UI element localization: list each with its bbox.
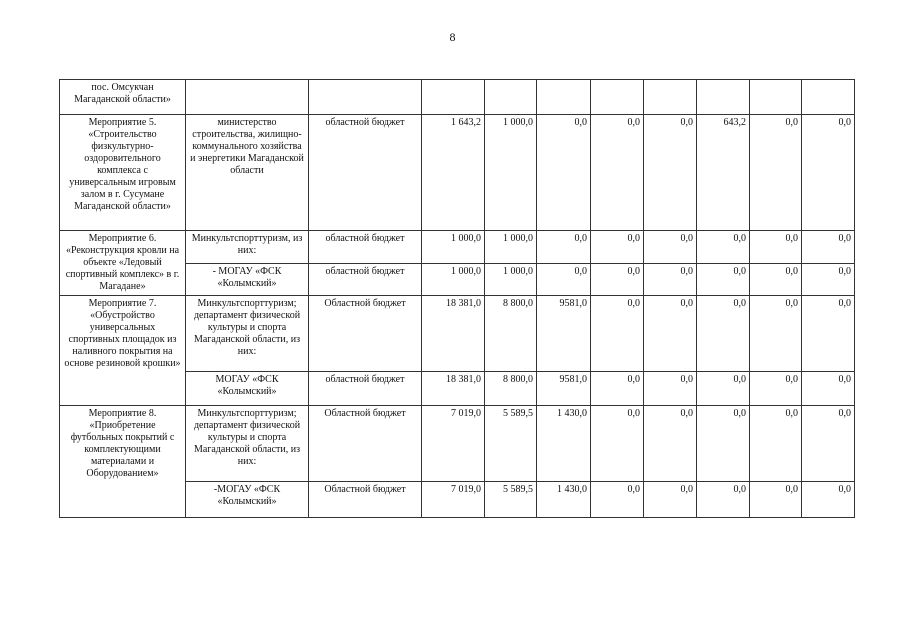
executor-cell: Минкультспорттуризм; департамент физической культуры и спорта Магаданской области, из них:	[186, 296, 309, 372]
value-cell: 0,0	[802, 296, 855, 372]
value-cell: 0,0	[750, 296, 802, 372]
value-cell: 1 000,0	[485, 263, 537, 296]
value-cell: 0,0	[591, 406, 644, 482]
value-cell: 0,0	[537, 115, 591, 231]
measure-cell: Мероприятие 8. «Приобретение футбольных покрытий с комплектующими материалами и Оборудованием»	[60, 406, 186, 518]
value-cell: 0,0	[802, 115, 855, 231]
source-cell: областной бюджет	[309, 372, 422, 406]
measure-cell: Мероприятие 7. «Обустройство универсальных спортивных площадок из наливного покрытия на основе резиновой крошки»	[60, 296, 186, 406]
value-cell: 7 019,0	[422, 406, 485, 482]
table-row	[60, 231, 855, 264]
table-row	[60, 115, 855, 231]
executor-cell	[186, 80, 309, 115]
value-cell: 0,0	[697, 231, 750, 264]
value-cell	[644, 80, 697, 115]
value-cell: 18 381,0	[422, 296, 485, 372]
value-cell	[591, 80, 644, 115]
value-cell: 1 000,0	[485, 231, 537, 264]
value-cell: 0,0	[697, 263, 750, 296]
page-number: 8	[449, 30, 456, 44]
value-cell	[802, 80, 855, 115]
value-cell	[750, 80, 802, 115]
executor-cell: МОГАУ «ФСК «Колымский»	[186, 372, 309, 406]
executor-cell: министерство строительства, жилищно-коммунального хозяйства и энергетики Магаданской области	[186, 115, 309, 231]
value-cell: 9581,0	[537, 372, 591, 406]
value-cell: 0,0	[802, 482, 855, 518]
value-cell: 0,0	[644, 296, 697, 372]
value-cell: 1 643,2	[422, 115, 485, 231]
value-cell	[485, 80, 537, 115]
source-cell	[309, 80, 422, 115]
table-row	[60, 80, 855, 115]
value-cell: 0,0	[697, 482, 750, 518]
value-cell: 0,0	[697, 406, 750, 482]
value-cell: 9581,0	[537, 296, 591, 372]
value-cell	[697, 80, 750, 115]
value-cell: 0,0	[802, 263, 855, 296]
value-cell: 0,0	[644, 372, 697, 406]
value-cell: 0,0	[750, 406, 802, 482]
value-cell: 643,2	[697, 115, 750, 231]
value-cell: 0,0	[644, 263, 697, 296]
table-row	[60, 406, 855, 482]
value-cell	[537, 80, 591, 115]
value-cell: 0,0	[750, 115, 802, 231]
source-cell: областной бюджет	[309, 115, 422, 231]
value-cell: 0,0	[802, 231, 855, 264]
measure-cell: Мероприятие 6. «Реконструкция кровли на объекте «Ледовый спортивный комплекс» в г. Магадане»	[60, 231, 186, 296]
value-cell: 0,0	[644, 231, 697, 264]
source-cell: Областной бюджет	[309, 482, 422, 518]
value-cell: 0,0	[644, 406, 697, 482]
value-cell	[422, 80, 485, 115]
value-cell: 0,0	[591, 372, 644, 406]
value-cell: 1 430,0	[537, 406, 591, 482]
table-row	[60, 296, 855, 372]
source-cell: областной бюджет	[309, 231, 422, 264]
value-cell: 18 381,0	[422, 372, 485, 406]
value-cell: 0,0	[750, 231, 802, 264]
source-cell: областной бюджет	[309, 263, 422, 296]
value-cell: 8 800,0	[485, 372, 537, 406]
value-cell: 0,0	[802, 406, 855, 482]
source-cell: Областной бюджет	[309, 406, 422, 482]
value-cell: 0,0	[750, 263, 802, 296]
value-cell: 1 000,0	[422, 231, 485, 264]
value-cell: 0,0	[537, 231, 591, 264]
value-cell: 5 589,5	[485, 406, 537, 482]
measure-cell: Мероприятие 5. «Строительство физкультурно-оздоровительного комплекса с универсальным игровым залом в г. Сусумане Магаданской области»	[60, 115, 186, 231]
value-cell: 0,0	[591, 115, 644, 231]
budget-table	[59, 79, 855, 518]
value-cell: 5 589,5	[485, 482, 537, 518]
value-cell: 8 800,0	[485, 296, 537, 372]
value-cell: 0,0	[802, 372, 855, 406]
value-cell: 0,0	[644, 115, 697, 231]
value-cell: 7 019,0	[422, 482, 485, 518]
value-cell: 0,0	[750, 482, 802, 518]
value-cell: 0,0	[591, 482, 644, 518]
executor-cell: - МОГАУ «ФСК «Колымский»	[186, 263, 309, 296]
value-cell: 0,0	[644, 482, 697, 518]
value-cell: 1 000,0	[485, 115, 537, 231]
value-cell: 0,0	[750, 372, 802, 406]
value-cell: 0,0	[591, 231, 644, 264]
value-cell: 0,0	[697, 296, 750, 372]
value-cell: 0,0	[537, 263, 591, 296]
value-cell: 0,0	[591, 296, 644, 372]
executor-cell: Минкультспорттуризм, из них:	[186, 231, 309, 264]
source-cell: Областной бюджет	[309, 296, 422, 372]
value-cell: 0,0	[591, 263, 644, 296]
executor-cell: -МОГАУ «ФСК «Колымский»	[186, 482, 309, 518]
value-cell: 0,0	[697, 372, 750, 406]
value-cell: 1 000,0	[422, 263, 485, 296]
executor-cell: Минкультспорттуризм; департамент физической культуры и спорта Магаданской области, из них:	[186, 406, 309, 482]
measure-cell: пос. Омсукчан Магаданской области»	[60, 80, 186, 115]
value-cell: 1 430,0	[537, 482, 591, 518]
